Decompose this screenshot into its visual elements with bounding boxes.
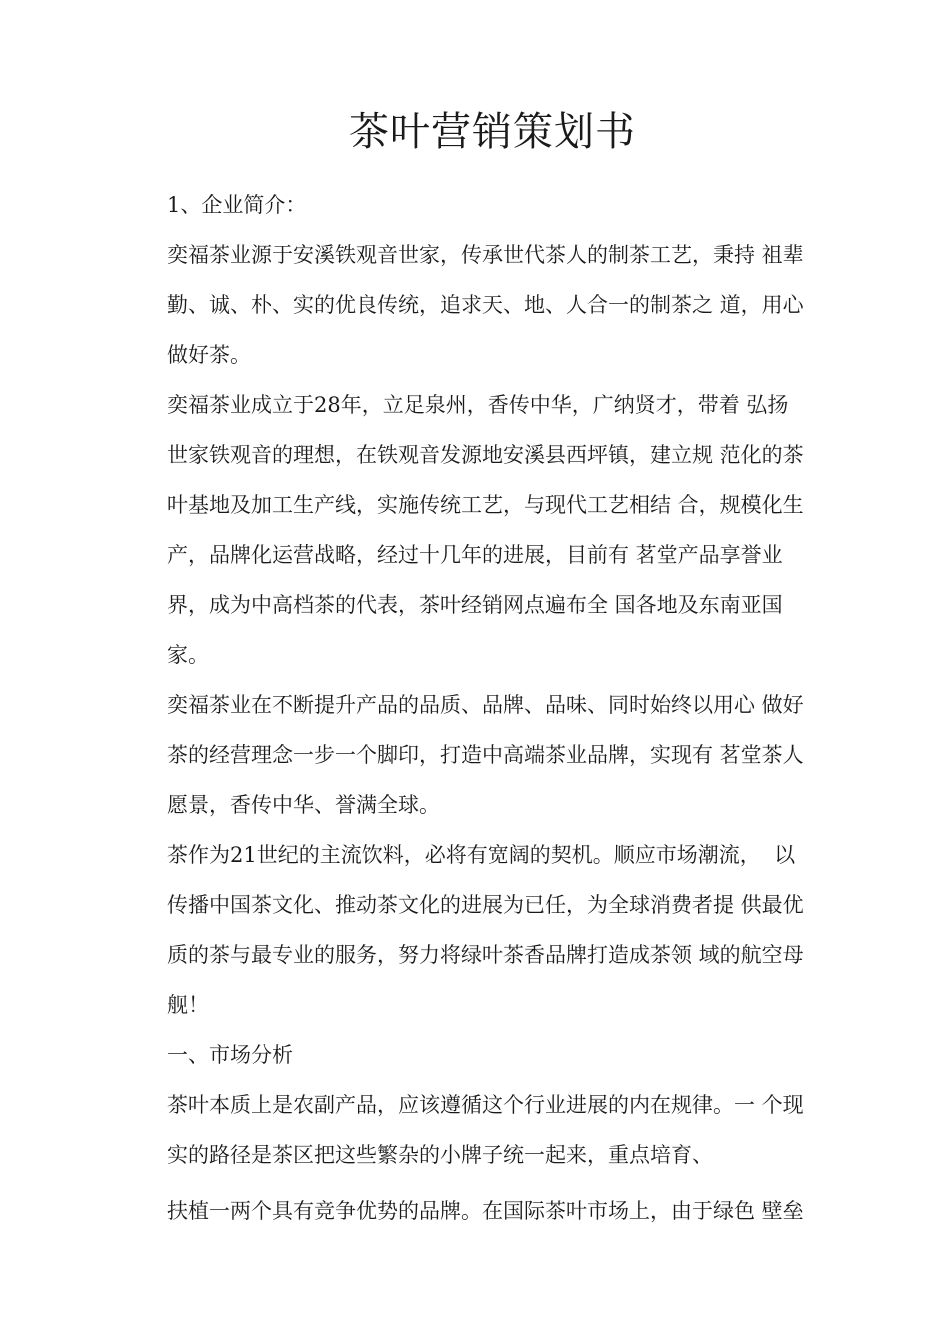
paragraph-line: 舰！ (167, 993, 209, 1017)
paragraph-line: 产，品牌化运营战略，经过十几年的进展，目前有 茗堂产品享誉业 (167, 543, 783, 567)
paragraph-line: 奕福茶业成立于28年，立足泉州，香传中华，广纳贤才，带着 弘扬 (167, 393, 789, 417)
paragraph-line: 茶叶本质上是农副产品，应该遵循这个行业进展的内在规律。一 个现 (167, 1093, 804, 1117)
paragraph-line: 实的路径是茶区把这些繁杂的小牌子统一起来，重点培育、 (167, 1143, 713, 1167)
paragraph-line: 奕福茶业在不断提升产品的品质、品牌、品味、同时始终以用心 做好 (167, 693, 804, 717)
paragraph-line: 叶基地及加工生产线，实施传统工艺，与现代工艺相结 合，规模化生 (167, 493, 804, 517)
paragraph-line: 勤、诚、朴、实的优良传统，追求天、地、人合一的制茶之 道，用心 (167, 293, 804, 317)
paragraph-line: 传播中国茶文化、推动茶文化的进展为已任，为全球消费者提 供最优 (167, 893, 804, 917)
paragraph-line: 家。 (167, 643, 209, 667)
paragraph-line: 质的茶与最专业的服务，努力将绿叶茶香品牌打造成茶领 域的航空母 (167, 943, 804, 967)
section-heading-market-analysis: 一、市场分析 (167, 1043, 293, 1067)
paragraph-line: 愿景，香传中华、誉满全球。 (167, 793, 440, 817)
paragraph-line: 奕福茶业源于安溪铁观音世家，传承世代茶人的制茶工艺，秉持 祖辈 (167, 243, 804, 267)
document-title: 茶叶营销策划书 (349, 109, 636, 155)
paragraph-line: 做好茶。 (167, 343, 251, 367)
paragraph-line: 世家铁观音的理想，在铁观音发源地安溪县西坪镇，建立规 范化的茶 (167, 443, 804, 467)
section-heading-company-intro: 1、企业简介： (167, 193, 307, 217)
paragraph-line: 界，成为中高档茶的代表，茶叶经销网点遍布全 国各地及东南亚国 (167, 593, 783, 617)
paragraph-line: 扶植一两个具有竞争优势的品牌。在国际茶叶市场上，由于绿色 壁垒 (167, 1199, 804, 1223)
paragraph-line: 茶作为21世纪的主流饮料，必将有宽阔的契机。顺应市场潮流， 以 (167, 843, 796, 867)
paragraph-line: 茶的经营理念一步一个脚印，打造中高端茶业品牌，实现有 茗堂茶人 (167, 743, 804, 767)
